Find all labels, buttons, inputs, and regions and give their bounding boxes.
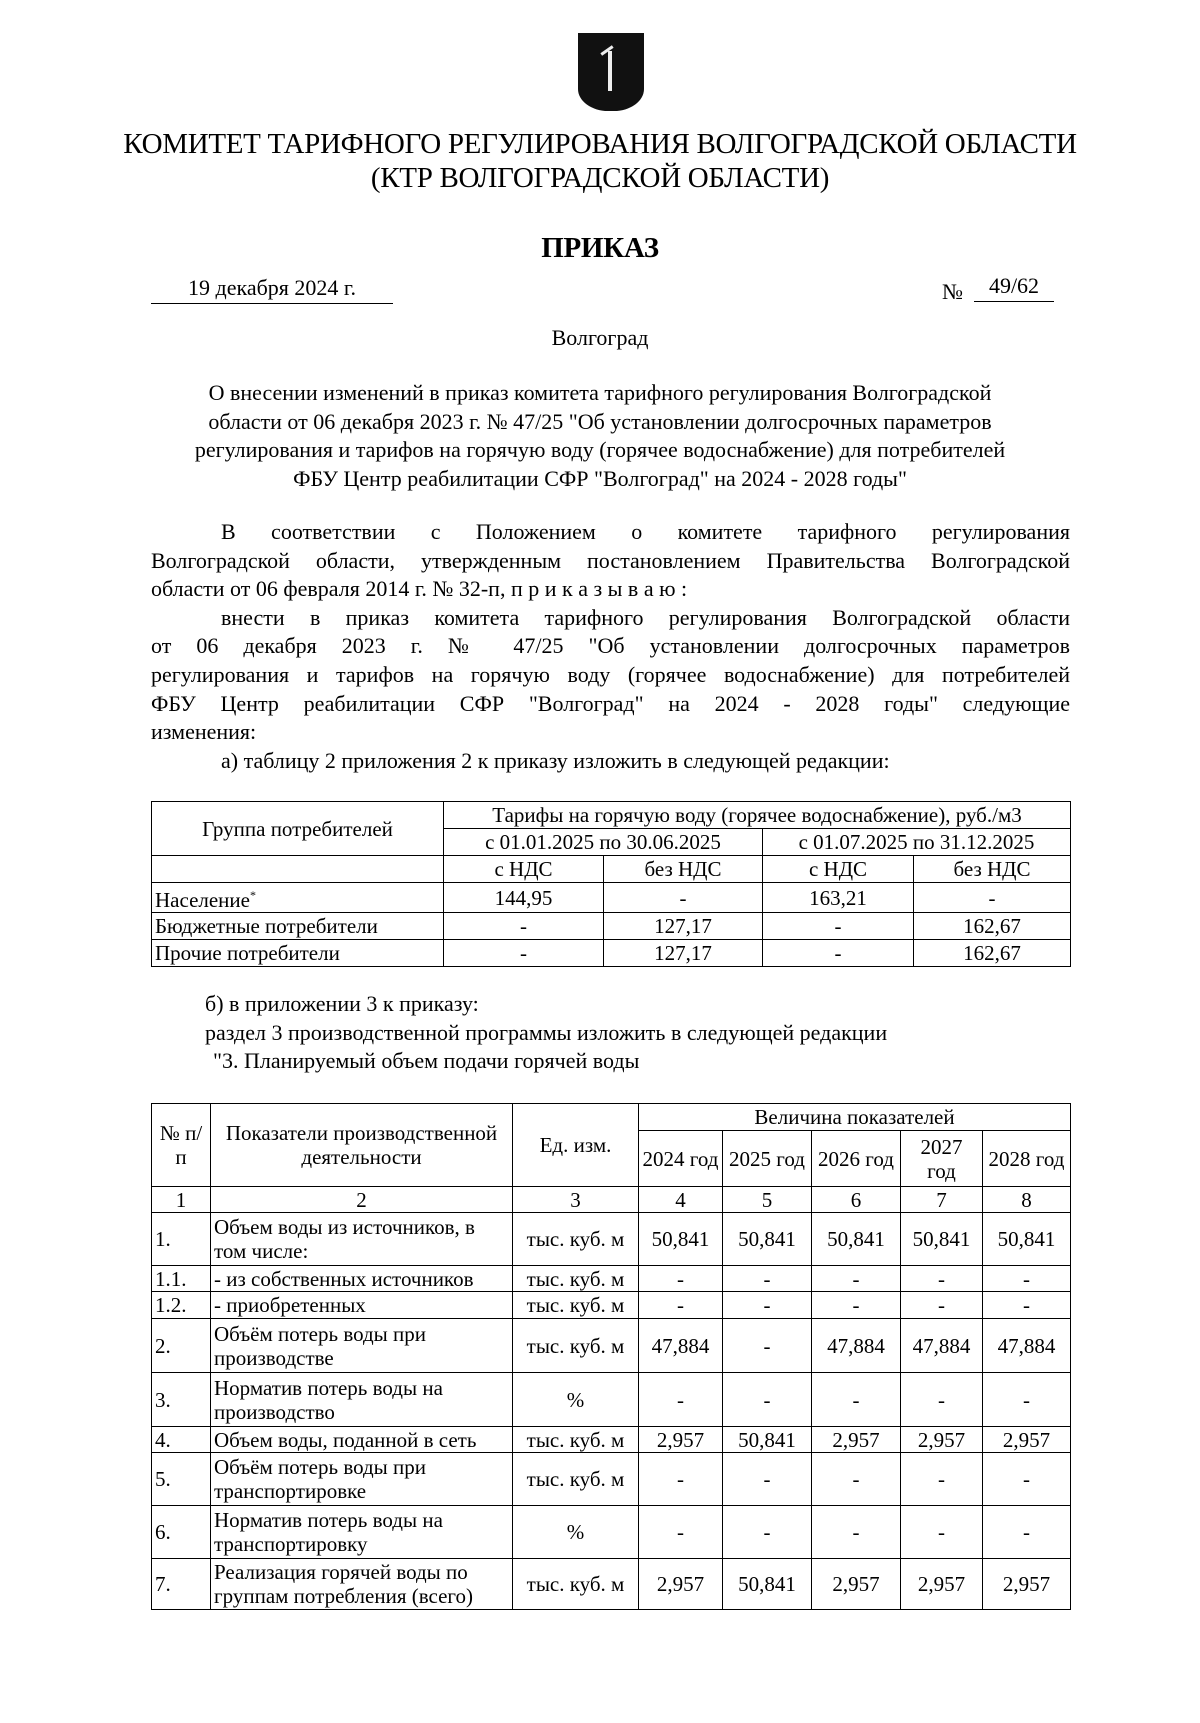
indicator-value: - — [723, 1319, 812, 1373]
unit: тыс. куб. м — [513, 1319, 639, 1373]
indicator-value: 47,884 — [639, 1319, 723, 1373]
table-row — [152, 1266, 1071, 1292]
tariff-value: - — [763, 940, 914, 967]
tariff-value: - — [763, 913, 914, 940]
year-header: 2025 год — [723, 1131, 812, 1187]
tariff-header: Тарифы на горячую воду (горячее водоснабжение), руб./м3 — [444, 802, 1071, 829]
consumer-group: Население* — [152, 883, 444, 913]
table-row — [152, 1319, 1071, 1373]
indicator-value: - — [723, 1453, 812, 1506]
tariff-value: 162,67 — [914, 940, 1071, 967]
indicator-name: Объём потерь воды при производстве — [211, 1319, 513, 1373]
tariff-value: - — [444, 913, 604, 940]
subject-line: ФБУ Центр реабилитации СФР "Волгоград" на 2024 - 2028 годы" — [293, 465, 907, 491]
item-b: б) в приложении 3 к приказу: — [205, 991, 479, 1016]
row-number: 5. — [152, 1453, 211, 1506]
tariff-value: 163,21 — [763, 883, 914, 913]
supply-volume-table — [151, 1103, 1071, 1610]
table-row — [152, 802, 1071, 829]
org-title: КОМИТЕТ ТАРИФНОГО РЕГУЛИРОВАНИЯ ВОЛГОГРАДСКОЙ ОБЛАСТИ — [123, 128, 1077, 160]
column-number: 4 — [639, 1187, 723, 1213]
indicator-value: 2,957 — [983, 1427, 1071, 1453]
unit: % — [513, 1506, 639, 1559]
indicator-value: - — [901, 1292, 983, 1319]
indicator-value: - — [723, 1292, 812, 1319]
indicator-value: - — [639, 1266, 723, 1292]
unit: тыс. куб. м — [513, 1427, 639, 1453]
item-a: а) таблицу 2 приложения 2 к приказу изложить в следующей редакции: — [221, 747, 890, 773]
indicator-value: - — [983, 1506, 1071, 1559]
indicator-value: - — [983, 1453, 1071, 1506]
org-abbr: (КТР ВОЛГОГРАДСКОЙ ОБЛАСТИ) — [370, 162, 830, 194]
footnote-mark: * — [249, 888, 256, 902]
table-row — [152, 1187, 1071, 1213]
unit: тыс. куб. м — [513, 1213, 639, 1266]
indicator-value: - — [812, 1266, 901, 1292]
indicator-value: 2,957 — [639, 1559, 723, 1610]
doc-date: 19 декабря 2024 г. — [151, 274, 393, 304]
vat-header: с НДС — [763, 856, 914, 883]
indicator-header: Показатели производственной деятельности — [211, 1104, 513, 1187]
indicator-name: Объём потерь воды при транспортировке — [211, 1453, 513, 1506]
indicator-value: 2,957 — [901, 1559, 983, 1610]
unit: тыс. куб. м — [513, 1453, 639, 1506]
subject — [0, 379, 1200, 493]
consumer-group: Прочие потребители — [152, 940, 444, 967]
column-number: 1 — [152, 1187, 211, 1213]
indicator-value: - — [812, 1373, 901, 1427]
row-number: 1. — [152, 1213, 211, 1266]
indicator-value: - — [639, 1373, 723, 1427]
doc-type: ПРИКАЗ — [541, 232, 659, 264]
coat-of-arms-emblem — [578, 33, 644, 111]
year-header: 2028 год — [983, 1131, 1071, 1187]
indicator-value: 50,841 — [639, 1213, 723, 1266]
consumer-group: Бюджетные потребители — [152, 913, 444, 940]
indicator-value: 2,957 — [812, 1559, 901, 1610]
indicator-value: 2,957 — [901, 1427, 983, 1453]
indicator-value: 50,841 — [812, 1213, 901, 1266]
table-row — [152, 913, 1071, 940]
indicator-value: 2,957 — [812, 1427, 901, 1453]
table-row — [152, 1427, 1071, 1453]
indicator-value: - — [983, 1292, 1071, 1319]
indicator-name: - из собственных источников — [211, 1266, 513, 1292]
column-number: 3 — [513, 1187, 639, 1213]
indicator-name: - приобретенных — [211, 1292, 513, 1319]
unit: тыс. куб. м — [513, 1266, 639, 1292]
indicator-value: 50,841 — [723, 1559, 812, 1610]
indicator-name: Объем воды из источников, в том числе: — [211, 1213, 513, 1266]
table-row — [152, 1292, 1071, 1319]
indicator-name: Норматив потерь воды на производство — [211, 1373, 513, 1427]
group-header: Группа потребителей — [152, 802, 444, 856]
subject-line: области от 06 декабря 2023 г. № 47/25 "Об установлении долгосрочных параметров — [208, 408, 992, 434]
table-row — [152, 883, 1071, 913]
year-header: 2026 год — [812, 1131, 901, 1187]
vat-header: с НДС — [444, 856, 604, 883]
table-row — [152, 1453, 1071, 1506]
period-header: с 01.07.2025 по 31.12.2025 — [763, 829, 1071, 856]
indicator-value: - — [812, 1292, 901, 1319]
row-number: 3. — [152, 1373, 211, 1427]
table-row — [152, 1213, 1071, 1266]
indicator-value: 50,841 — [983, 1213, 1071, 1266]
indicator-value: - — [812, 1453, 901, 1506]
row-number: 2. — [152, 1319, 211, 1373]
indicator-value: - — [901, 1453, 983, 1506]
num-header: № п/п — [152, 1104, 211, 1187]
unit-header: Ед. изм. — [513, 1104, 639, 1187]
unit: % — [513, 1373, 639, 1427]
tariff-value: 162,67 — [914, 913, 1071, 940]
values-header: Величина показателей — [639, 1104, 1071, 1131]
indicator-value: - — [901, 1373, 983, 1427]
unit: тыс. куб. м — [513, 1292, 639, 1319]
doc-number: 49/62 — [974, 272, 1054, 302]
tariff-value: 127,17 — [604, 913, 763, 940]
table-row — [152, 1506, 1071, 1559]
table-row — [152, 1373, 1071, 1427]
year-header: 2024 год — [639, 1131, 723, 1187]
tariff-value: 144,95 — [444, 883, 604, 913]
subject-line: О внесении изменений в приказ комитета тарифного регулирования Волгоградской — [208, 380, 992, 405]
city: Волгоград — [551, 325, 649, 350]
vat-header: без НДС — [914, 856, 1071, 883]
indicator-value: 2,957 — [639, 1427, 723, 1453]
item-b-line2: раздел 3 производственной программы изложить в следующей редакции — [205, 1019, 888, 1045]
tariff-value: - — [444, 940, 604, 967]
indicator-value: - — [639, 1292, 723, 1319]
number-label: № — [942, 279, 963, 304]
indicator-value: - — [639, 1506, 723, 1559]
empty-cell — [152, 856, 444, 883]
unit: тыс. куб. м — [513, 1559, 639, 1610]
indicator-value: 47,884 — [901, 1319, 983, 1373]
indicator-value: 50,841 — [901, 1213, 983, 1266]
indicator-value: - — [901, 1506, 983, 1559]
indicator-value: 50,841 — [723, 1213, 812, 1266]
indicator-value: - — [812, 1506, 901, 1559]
row-number: 7. — [152, 1559, 211, 1610]
row-number: 1.2. — [152, 1292, 211, 1319]
table-row — [152, 1559, 1071, 1610]
indicator-name: Реализация горячей воды по группам потребления (всего) — [211, 1559, 513, 1610]
indicator-value: - — [639, 1453, 723, 1506]
indicator-value: 50,841 — [723, 1427, 812, 1453]
column-number: 2 — [211, 1187, 513, 1213]
row-number: 6. — [152, 1506, 211, 1559]
tariff-value: - — [604, 883, 763, 913]
indicator-name: Объем воды, поданной в сеть — [211, 1427, 513, 1453]
subject-line: регулирования и тарифов на горячую воду (горячее водоснабжение) для потребителей — [194, 437, 1006, 463]
indicator-value: - — [983, 1266, 1071, 1292]
row-number: 4. — [152, 1427, 211, 1453]
indicator-value: - — [723, 1266, 812, 1292]
column-number: 5 — [723, 1187, 812, 1213]
table-row — [152, 856, 1071, 883]
column-number: 8 — [983, 1187, 1071, 1213]
indicator-value: 47,884 — [812, 1319, 901, 1373]
year-header: 2027 год — [901, 1131, 983, 1187]
indicator-value: 47,884 — [983, 1319, 1071, 1373]
paragraph-basis: В соответствии с Положением о комитете тарифного регулирования Волгоградской области, утвержденным постановлением Правительства Волгоградской области от 06 февраля 2014 г. № 32-п, п р и к а з ы в а ю : внести в приказ комитета тарифного регулирования Волгоградской области от 06 декабря 2023 г. № 47/25 "Об установлении долгосрочных параметров регулирования и тарифов на горячую воду (горячее водоснабжение) для потребителей ФБУ Центр реабилитации СФР "Волгоград" на 2024 - 2028 годы" следующие изменения: а) таблицу 2 приложения 2 к приказу изложить в следующей редакции: — [151, 518, 1070, 775]
indicator-value: - — [723, 1506, 812, 1559]
indicator-value: - — [723, 1373, 812, 1427]
indicator-value: 2,957 — [983, 1559, 1071, 1610]
indicator-value: - — [983, 1373, 1071, 1427]
period-header: с 01.01.2025 по 30.06.2025 — [444, 829, 763, 856]
indicator-value: - — [901, 1266, 983, 1292]
tariff-table — [151, 801, 1071, 967]
column-number: 7 — [901, 1187, 983, 1213]
vat-header: без НДС — [604, 856, 763, 883]
section-title: "3. Планируемый объем подачи горячей воды — [213, 1048, 640, 1074]
row-number: 1.1. — [152, 1266, 211, 1292]
tariff-value: - — [914, 883, 1071, 913]
indicator-name: Норматив потерь воды на транспортировку — [211, 1506, 513, 1559]
tariff-value: 127,17 — [604, 940, 763, 967]
column-number: 6 — [812, 1187, 901, 1213]
table-row — [152, 1104, 1071, 1131]
table-row — [152, 940, 1071, 967]
